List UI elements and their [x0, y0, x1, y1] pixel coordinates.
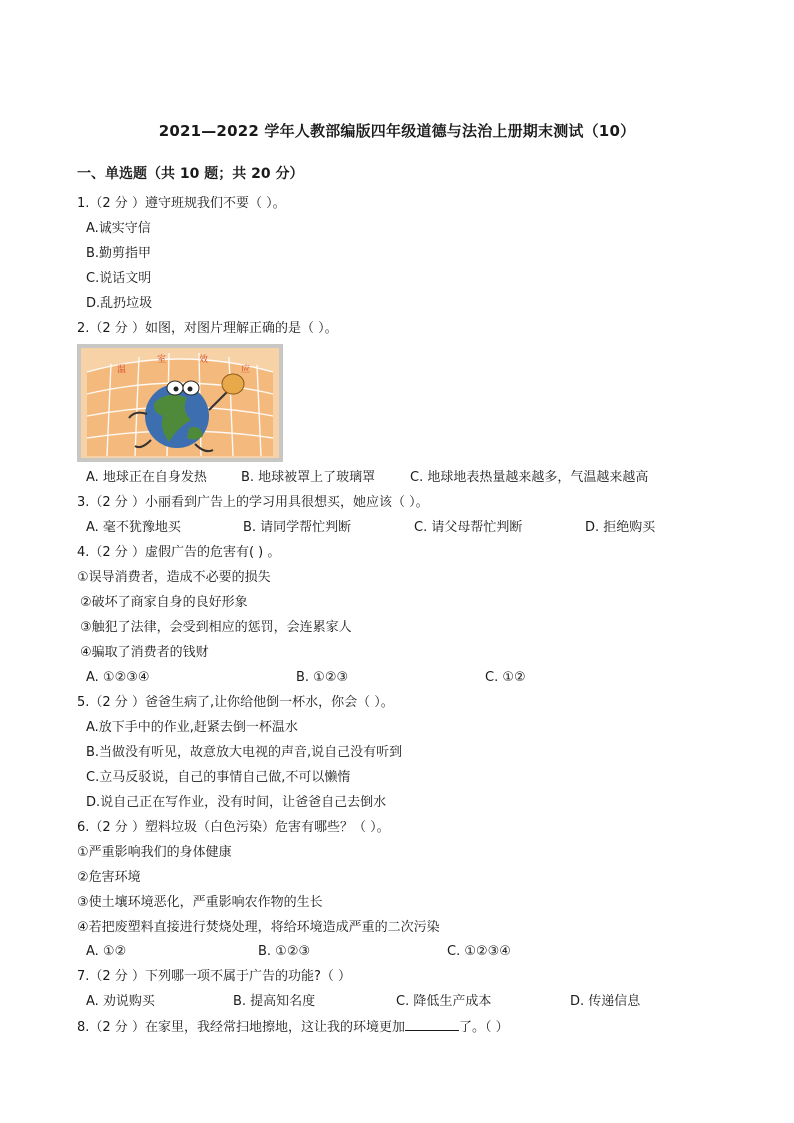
page-title: 2021—2022 学年人教部编版四年级道德与法治上册期末测试（10） — [158, 122, 636, 140]
question-5-option-c[interactable]: C.立马反驳说，自己的事情自己做,不可以懒惰 — [86, 770, 351, 785]
question-1-option-c[interactable]: C.说话文明 — [86, 271, 152, 286]
question-8-stem — [77, 1018, 509, 1037]
figure-label-char-4: 应 — [241, 365, 251, 375]
question-3-option-c[interactable]: C. 请父母帮忙判断 — [414, 520, 523, 535]
question-2-stem: 2.（2 分 ）如图，对图片理解正确的是（ ）。 — [77, 321, 338, 336]
question-5-option-d[interactable]: D.说自己正在写作业，没有时间，让爸爸自己去倒水 — [86, 795, 387, 810]
question-4-item-3: ③触犯了法律，会受到相应的惩罚，会连累家人 — [80, 620, 352, 635]
question-2-option-b[interactable]: B. 地球被罩上了玻璃罩 — [241, 470, 376, 485]
question-4-item-2: ②破坏了商家自身的良好形象 — [80, 595, 248, 610]
question-1-option-b[interactable]: B.勤剪指甲 — [86, 246, 152, 261]
figure-label-char-3: 效 — [199, 355, 209, 365]
question-8-stem-after: 了。（ ） — [458, 1020, 509, 1035]
question-3-option-a[interactable]: A. 毫不犹豫地买 — [86, 520, 181, 535]
answer-blank[interactable] — [405, 1018, 459, 1031]
question-6-option-c[interactable]: C. ①②③④ — [447, 944, 511, 959]
figure-label-char-2: 室 — [157, 355, 167, 365]
question-5-stem: 5.（2 分 ）爸爸生病了,让你给他倒一杯水，你会（ ）。 — [77, 695, 394, 710]
question-7-option-b[interactable]: B. 提高知名度 — [233, 994, 316, 1009]
question-2-option-a[interactable]: A. 地球正在自身发热 — [86, 470, 207, 485]
question-4-item-1: ①误导消费者，造成不必要的损失 — [77, 570, 271, 585]
question-4-item-4: ④骗取了消费者的钱财 — [80, 645, 209, 660]
question-5-option-a[interactable]: A.放下手中的作业,赶紧去倒一杯温水 — [86, 720, 298, 735]
question-6-item-4: ④若把废塑料直接进行焚烧处理，将给环境造成严重的二次污染 — [77, 920, 440, 935]
question-6-option-b[interactable]: B. ①②③ — [258, 944, 311, 959]
question-1-stem: 1.（2 分 ）遵守班规我们不要（ ）。 — [77, 196, 286, 211]
question-7-option-d[interactable]: D. 传递信息 — [570, 994, 641, 1009]
question-1-option-d[interactable]: D.乱扔垃圾 — [86, 296, 153, 311]
greenhouse-earth-figure — [77, 344, 283, 462]
question-1-option-a[interactable]: A.诚实守信 — [86, 221, 151, 236]
question-4-option-c[interactable]: C. ①② — [485, 670, 526, 685]
question-6-item-3: ③使土壤环境恶化，严重影响农作物的生长 — [77, 895, 323, 910]
question-7-option-c[interactable]: C. 降低生产成本 — [396, 994, 492, 1009]
section-heading: 一、单选题（共 10 题；共 20 分） — [77, 166, 304, 182]
greenhouse-earth-illustration — [77, 344, 283, 462]
question-4-stem: 4.（2 分 ）虚假广告的危害有( ) 。 — [77, 545, 281, 560]
question-6-option-a[interactable]: A. ①② — [86, 944, 127, 959]
question-3-option-d[interactable]: D. 拒绝购买 — [585, 520, 656, 535]
question-3-option-b[interactable]: B. 请同学帮忙判断 — [243, 520, 352, 535]
question-2-option-c[interactable]: C. 地球地表热量越来越多，气温越来越高 — [410, 470, 649, 485]
question-5-option-b[interactable]: B.当做没有听见，故意放大电视的声音,说自己没有听到 — [86, 745, 403, 760]
question-4-option-a[interactable]: A. ①②③④ — [86, 670, 150, 685]
question-6-item-2: ②危害环境 — [77, 870, 141, 885]
question-6-stem: 6.（2 分 ）塑料垃圾（白色污染）危害有哪些？（ ）。 — [77, 820, 390, 835]
question-7-option-a[interactable]: A. 劝说购买 — [86, 994, 155, 1009]
question-4-option-b[interactable]: B. ①②③ — [296, 670, 349, 685]
figure-label-char-1: 温 — [117, 365, 127, 375]
question-7-stem: 7.（2 分 ）下列哪一项不属于广告的功能?（ ） — [77, 969, 351, 984]
question-3-stem: 3.（2 分 ）小丽看到广告上的学习用具很想买，她应该（ ）。 — [77, 495, 429, 510]
question-6-item-1: ①严重影响我们的身体健康 — [77, 845, 232, 860]
question-8-stem-before: 8.（2 分 ）在家里，我经常扫地擦地，这让我的环境更加 — [77, 1020, 405, 1035]
